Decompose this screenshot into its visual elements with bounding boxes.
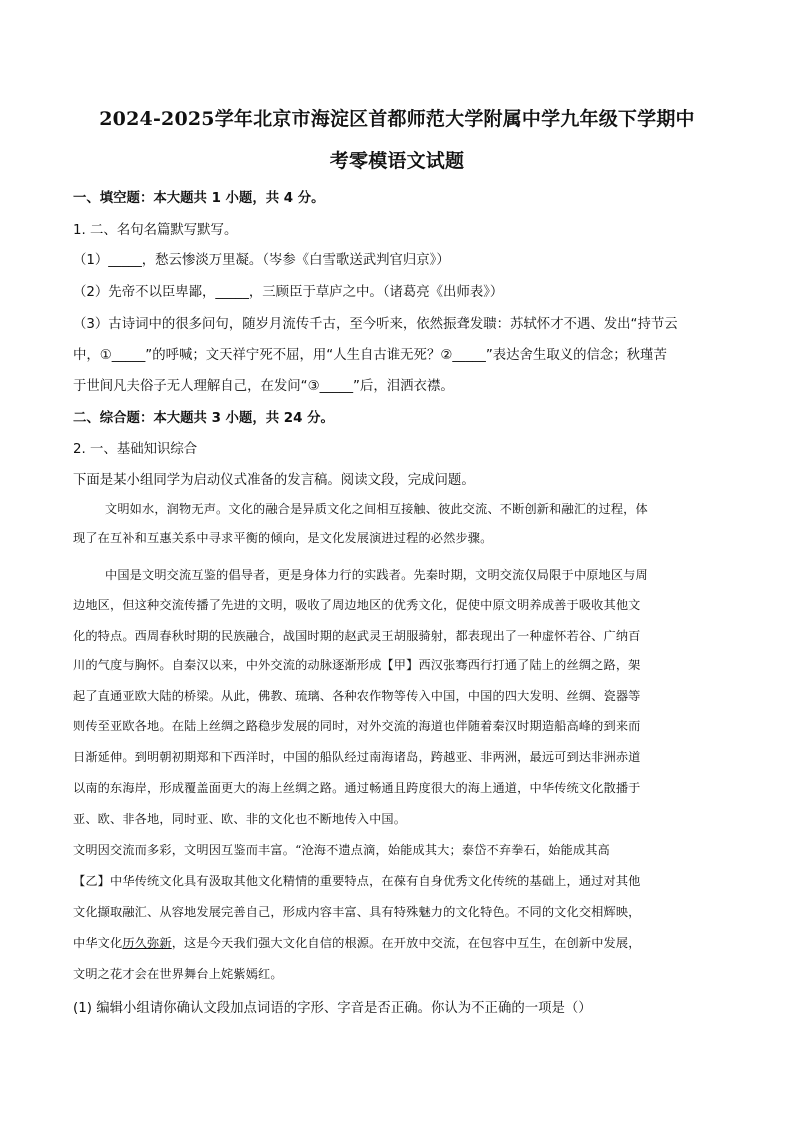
passage-line: 川的气度与胸怀。自秦汉以来，中外交流的动脉逐渐形成【甲】西汉张骞西行打通了陆上的丝绸之路，架 — [73, 658, 641, 672]
question-2-intro: 下面是某小组同学为启动仪式准备的发言稿。阅读文段，完成问题。 — [73, 473, 475, 488]
question-2-title: 2. 一、基础知识综合 — [73, 442, 198, 457]
passage-line: 以南的东海岸，形成覆盖面更大的海上丝绸之路。通过畅通且跨度很大的海上通道，中华传统文化散播于 — [73, 781, 641, 795]
passage-line: 文明如水，润物无声。文化的融合是异质文化之间相互接触、彼此交流、不断创新和融汇的过程，体 — [105, 502, 648, 516]
passage-line: 边地区，但这种交流传播了先进的文明，吸收了周边地区的优秀文化，促使中原文明养成善于吸收其他文 — [73, 598, 641, 612]
dotted-term: 历久弥新 — [122, 936, 172, 950]
passage-line: 中国是文明交流互鉴的倡导者，更是身体力行的实践者。先秦时期，文明交流仅局限于中原地区与周 — [105, 568, 648, 582]
passage-line: 现了在互补和互惠关系中寻求平衡的倾向，是文化发展演进过程的必然步骤。 — [73, 531, 493, 545]
question-1-item-3-line-1: （3）古诗词中的很多问句，随岁月流传千古，至今听来，依然振聋发聩：苏轼怀才不遇、发出“持节云 — [73, 317, 678, 332]
passage-line: 则传至亚欧各地。在陆上丝绸之路稳步发展的同时，对外交流的海道也伴随着秦汉时期造船高峰的到来而 — [73, 719, 641, 733]
passage-text: 中华文化 — [73, 936, 123, 950]
passage-line: 日渐延伸。到明朝初期郑和下西洋时，中国的船队经过南海诸岛，跨越亚、非两洲，最远可到达非洲赤道 — [73, 750, 641, 764]
passage-text: ，这是今天我们强大文化自信的根源。在开放中交流，在包容中互生，在创新中发展， — [171, 936, 641, 950]
passage-line: 起了直通亚欧大陆的桥梁。从此，佛教、琉璃、各种农作物等传入中国，中国的四大发明、丝绸、瓷器等 — [73, 689, 641, 703]
document-title-line-2: 考零模语文试题 — [329, 150, 465, 172]
section-2-heading: 二、综合题：本大题共 3 小题，共 24 分。 — [73, 411, 334, 426]
question-1-item-2: （2）先帝不以臣卑鄙，_____，三顾臣于草庐之中。（诸葛亮《出师表》） — [73, 285, 504, 300]
section-1-heading: 一、填空题：本大题共 1 小题，共 4 分。 — [73, 191, 325, 206]
passage-line-underlined — [73, 934, 641, 951]
question-2-subquestion-1: (1) 编辑小组请你确认文段加点词语的字形、字音是否正确。你认为不正确的一项是（） — [73, 1001, 592, 1016]
question-1-item-3-line-2: 中，①_____”的呼喊；文天祥宁死不屈，用“人生自古谁无死？②_____”表达舍生取义的信念；秋瑾苦 — [73, 348, 667, 363]
question-1-title: 1. 二、名句名篇默写默写。 — [73, 223, 238, 238]
passage-line: 亚、欧、非各地，同时亚、欧、非的文化也不断地传入中国。 — [73, 812, 407, 826]
passage-line: 文明之花才会在世界舞台上姹紫嫣红。 — [73, 967, 283, 981]
document-title-line-1: 2024-2025学年北京市海淀区首都师范大学附属中学九年级下学期中 — [99, 108, 695, 130]
passage-line: 化的特点。西周春秋时期的民族融合，战国时期的赵武灵王胡服骑射，都表现出了一种虚怀若谷、广纳百 — [73, 629, 641, 643]
question-1-item-1: （1）_____，愁云惨淡万里凝。（岑参《白雪歌送武判官归京》） — [73, 253, 450, 268]
passage-line: 文化撷取融汇、从容地发展完善自己，形成内容丰富、具有特殊魅力的文化特色。不同的文化交相辉映， — [73, 905, 641, 919]
question-1-item-3-line-3: 于世间凡夫俗子无人理解自己，在发问“③_____”后，泪洒衣襟。 — [73, 379, 454, 394]
passage-line: 【乙】中华传统文化具有汲取其他文化精情的重要特点，在葆有自身优秀文化传统的基础上，通过对其他 — [73, 874, 641, 888]
passage-line: 文明因交流而多彩，文明因互鉴而丰富。“沧海不遗点滴，始能成其大；泰岱不弃拳石，始能成其高 — [73, 843, 610, 857]
